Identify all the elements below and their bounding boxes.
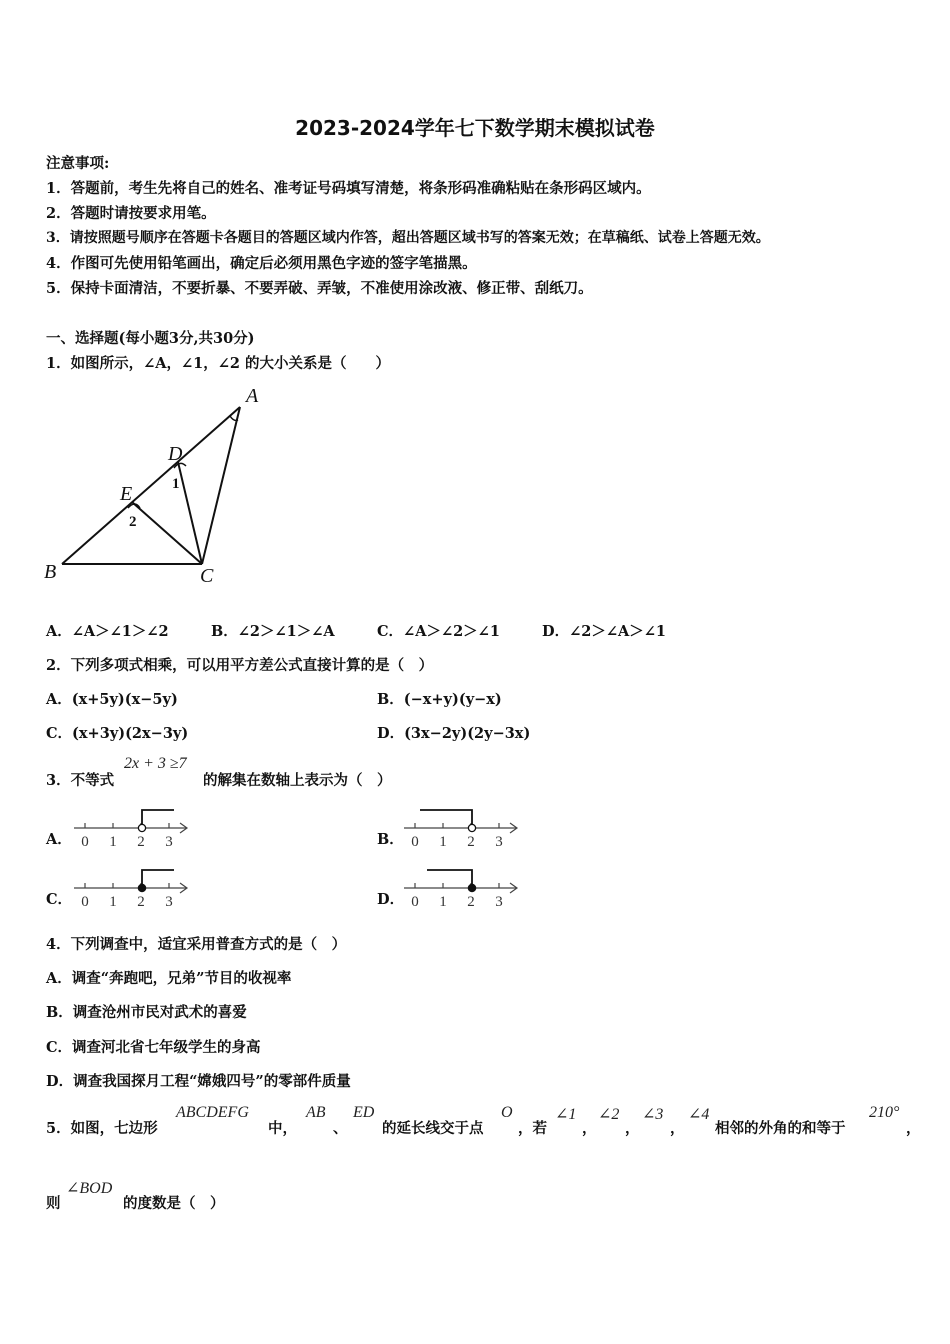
question-5-part: ， (582, 1120, 597, 1137)
tick-label: 1 (439, 834, 447, 850)
tick-label: 0 (411, 834, 419, 850)
q2-option-b[interactable]: B．(−x+y)(y−x) (377, 691, 502, 708)
label-a: A (246, 385, 259, 407)
question-5-part: 的延长线交于点 (382, 1120, 484, 1137)
tick-label: 1 (439, 894, 447, 910)
inequality-formula: 2x + 3 ≥7 (124, 755, 187, 772)
tick-label: 1 (109, 894, 117, 910)
question-4: 4．下列调查中，适宜采用普查方式的是（ ） (46, 936, 347, 953)
heptagon-name: ABCDEFG (176, 1104, 249, 1121)
page-title: 2023-2024学年七下数学期末模拟试卷 (295, 116, 655, 140)
question-5-line2: 则 (46, 1195, 61, 1212)
question-3-prefix: 3．不等式 (46, 772, 115, 789)
number-line-a[interactable] (70, 806, 192, 850)
angle-sum-value: 210° (869, 1104, 900, 1121)
tick-label: 2 (467, 894, 475, 910)
tick-label: 1 (109, 834, 117, 850)
q1-option-b[interactable]: B．∠2＞∠1＞∠A (211, 623, 335, 640)
label-b: B (44, 561, 57, 583)
tick-label: 0 (81, 834, 89, 850)
angle-2: ∠2 (598, 1106, 620, 1123)
q2-option-d[interactable]: D．(3x−2y)(2y−3x) (377, 725, 531, 742)
question-3-suffix: 的解集在数轴上表示为（ ） (203, 772, 392, 789)
number-line-d[interactable] (400, 866, 522, 910)
q2-option-c[interactable]: C．(x+3y)(2x−3y) (46, 725, 189, 742)
angle-1: ∠1 (555, 1106, 577, 1123)
q4-option-b[interactable]: B．调查沧州市民对武术的喜爱 (46, 1004, 247, 1021)
q1-option-a[interactable]: A．∠A＞∠1＞∠2 (46, 623, 169, 640)
q3-option-a-letter[interactable]: A． (46, 831, 72, 848)
notice-item-3: 3．请按照题号顺序在答题卡各题目的答题区域内作答，超出答题区域书写的答案无效；在草稿纸、试卷上答题无效。 (46, 230, 770, 246)
section-heading: 一、选择题(每小题3分,共30分) (46, 330, 255, 347)
question-2: 2．下列多项式相乘，可以用平方差公式直接计算的是（ ） (46, 657, 434, 674)
notice-item-1: 1．答题前，考生先将自己的姓名、准考证号码填写清楚，将条形码准确粘贴在条形码区域内。 (46, 180, 651, 197)
angle-bod: ∠BOD (66, 1180, 113, 1197)
question-5-part: ， (906, 1120, 921, 1137)
q1-option-d[interactable]: D．∠2＞∠A＞∠1 (542, 623, 666, 640)
question-5-part: 、 (333, 1120, 348, 1137)
tick-label: 2 (137, 834, 145, 850)
label-e: E (120, 483, 133, 505)
q4-option-c[interactable]: C．调查河北省七年级学生的身高 (46, 1039, 261, 1056)
question-5-line2: 的度数是（ ） (123, 1195, 225, 1212)
q3-option-b-letter[interactable]: B． (377, 831, 404, 848)
notice-item-5: 5．保持卡面清洁，不要折暴、不要弄破、弄皱，不准使用涂改液、修正带、刮纸刀。 (46, 280, 593, 297)
question-5-part: 5．如图，七边形 (46, 1120, 158, 1137)
tick-label: 0 (411, 894, 419, 910)
q3-option-d-letter[interactable]: D． (377, 891, 405, 908)
label-angle-2: 2 (129, 514, 137, 530)
segment-ab: AB (306, 1104, 326, 1121)
tick-label: 3 (495, 894, 503, 910)
label-c: C (200, 565, 214, 587)
label-d: D (168, 443, 183, 465)
q3-option-c-letter[interactable]: C． (46, 891, 73, 908)
tick-label: 2 (467, 834, 475, 850)
triangle-figure (40, 380, 280, 590)
tick-label: 3 (165, 894, 173, 910)
notice-item-4: 4．作图可先使用铅笔画出，确定后必须用黑色字迹的签字笔描黑。 (46, 255, 477, 272)
point-o: O (501, 1104, 513, 1121)
notice-item-2: 2．答题时请按要求用笔。 (46, 205, 216, 222)
q4-option-d[interactable]: D．调查我国探月工程“嫦娥四号”的零部件质量 (46, 1073, 351, 1090)
tick-label: 3 (495, 834, 503, 850)
tick-label: 2 (137, 894, 145, 910)
q2-option-a[interactable]: A．(x+5y)(x−5y) (46, 691, 178, 708)
notice-heading: 注意事项: (46, 155, 110, 172)
label-angle-1: 1 (172, 476, 180, 492)
q1-option-c[interactable]: C．∠A＞∠2＞∠1 (377, 623, 500, 640)
number-line-c[interactable] (70, 866, 192, 910)
segment-ed: ED (353, 1104, 375, 1121)
question-5-part: 中， (268, 1120, 297, 1137)
question-5-part: ， (670, 1120, 685, 1137)
question-5-part: 相邻的外角的和等于 (715, 1120, 846, 1137)
tick-label: 0 (81, 894, 89, 910)
question-5-part: ， (625, 1120, 640, 1137)
tick-label: 3 (165, 834, 173, 850)
question-1: 1．如图所示，∠A，∠1，∠2 的大小关系是（ ） (46, 355, 391, 372)
angle-4: ∠4 (688, 1106, 710, 1123)
angle-3: ∠3 (642, 1106, 664, 1123)
q4-option-a[interactable]: A．调查“奔跑吧，兄弟”节目的收视率 (46, 970, 292, 987)
question-5-part: ，若 (518, 1120, 547, 1137)
number-line-b[interactable] (400, 806, 522, 850)
